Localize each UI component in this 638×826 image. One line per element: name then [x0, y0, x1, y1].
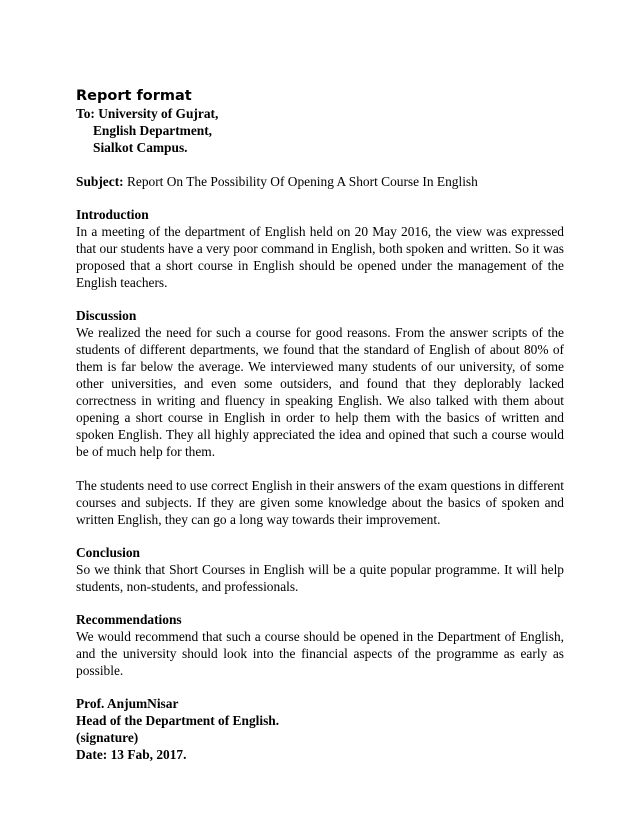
conclusion-section — [76, 544, 564, 595]
author-name: Prof. AnjumNisar — [76, 696, 179, 711]
conclusion-paragraph: So we think that Short Courses in English will be a quite popular programme. It will help students, non-students, and professionals. — [76, 562, 564, 594]
discussion-paragraph-2: The students need to use correct English in their answers of the exam questions in different courses and subjects. If they are given some knowledge about the basics of spoken and written English, they can go a long way towards their improvement. — [76, 478, 565, 527]
signature-note: (signature) — [76, 730, 139, 745]
signature-block — [76, 695, 564, 763]
discussion-section — [76, 307, 564, 528]
recipient-line-2: English Department, — [93, 123, 213, 138]
recommendations-heading: Recommendations — [76, 612, 182, 627]
report-title: Report format — [76, 88, 192, 104]
recipient-line-1: To: University of Gujrat, — [76, 106, 219, 121]
report-content — [76, 88, 564, 763]
introduction-heading: Introduction — [76, 207, 149, 222]
recipient-block — [76, 105, 564, 156]
subject-text: Report On The Possibility Of Opening A Short Course In English — [123, 174, 478, 189]
recommendations-paragraph: We would recommend that such a course should be opened in the Department of English, and the university should look into the financial aspects of the programme as early as possible. — [76, 629, 564, 678]
conclusion-heading: Conclusion — [76, 545, 140, 560]
introduction-section — [76, 206, 564, 291]
recommendations-section — [76, 611, 564, 679]
introduction-paragraph: In a meeting of the department of English held on 20 May 2016, the view was expressed that our students have a very poor command in English, both spoken and written. So it was proposed that a short course in English should be opened under the management of the English teachers. — [76, 224, 564, 290]
discussion-paragraph-1: We realized the need for such a course for good reasons. From the answer scripts of the students of different departments, we found that the standard of English of about 80% of them is far below the average. We interviewed many students of our university, of some other universities, and even some outsiders, and found that they deplorably lacked correctness in writing and fluency in speaking English. We also talked with them about opening a short course in English in order to help them with the basics of written and spoken English. They all highly appreciated the idea and opined that such a course would be of much help for them. — [76, 325, 564, 459]
report-date: Date: 13 Fab, 2017. — [76, 747, 187, 762]
discussion-heading: Discussion — [76, 308, 137, 323]
author-position: Head of the Department of English. — [76, 713, 280, 728]
subject-label: Subject: — [76, 174, 124, 189]
subject-line — [76, 173, 564, 190]
recipient-line-3: Sialkot Campus. — [93, 140, 188, 155]
